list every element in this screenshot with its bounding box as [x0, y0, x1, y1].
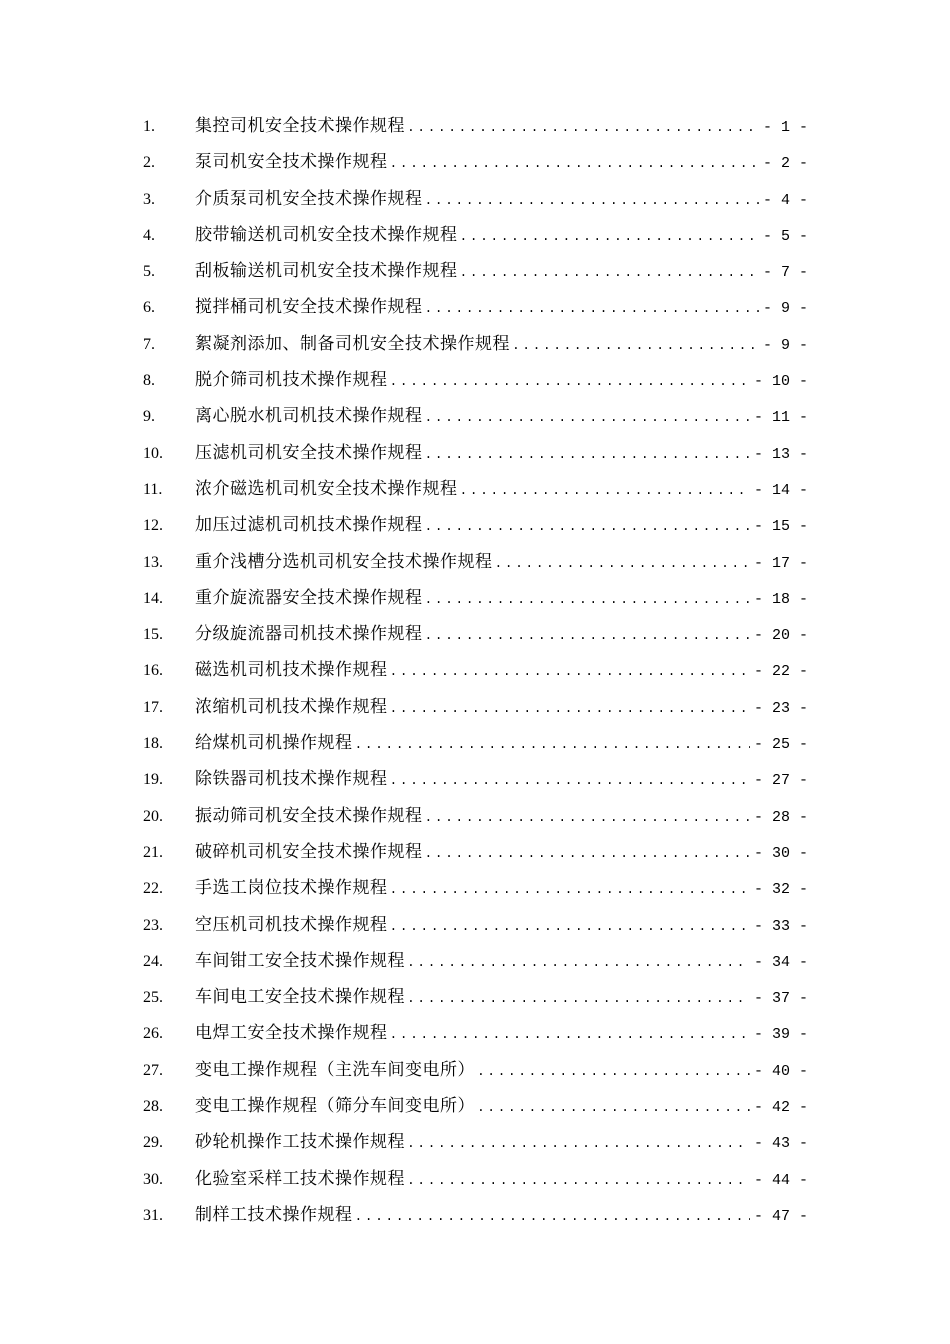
toc-entry-page: - 17 - — [753, 554, 808, 572]
toc-entry-title: 变电工操作规程（筛分车间变电所） — [195, 1096, 475, 1117]
toc-entry-page: - 11 - — [753, 409, 808, 427]
toc-dot-leader — [390, 364, 750, 400]
toc-entry-number: 30. — [143, 1170, 163, 1188]
toc-entry[interactable] — [143, 144, 808, 180]
toc-entry-page: - 18 - — [753, 590, 808, 608]
toc-dot-leader — [355, 1199, 750, 1235]
toc-entry[interactable] — [143, 943, 808, 979]
toc-entry-page: - 14 - — [753, 481, 808, 499]
toc-entry-page: - 37 - — [753, 990, 808, 1008]
toc-entry-page: - 44 - — [753, 1171, 808, 1189]
toc-entry-number: 12. — [143, 517, 163, 535]
toc-entry-page: - 9 - — [762, 300, 808, 318]
toc-entry-page: - 7 - — [762, 264, 808, 282]
toc-dot-leader — [425, 582, 750, 618]
toc-dot-leader — [390, 1017, 750, 1053]
toc-dot-leader — [390, 909, 750, 945]
toc-dot-leader — [425, 291, 759, 327]
toc-entry-title: 变电工操作规程（主洗车间变电所） — [195, 1059, 475, 1080]
toc-entry[interactable] — [143, 435, 808, 471]
toc-dot-leader — [477, 1090, 750, 1126]
toc-entry-title: 浓缩机司机技术操作规程 — [195, 696, 388, 717]
toc-entry-title: 制样工技术操作规程 — [195, 1204, 353, 1225]
toc-entry[interactable] — [143, 181, 808, 217]
toc-entry-page: - 39 - — [753, 1026, 808, 1044]
toc-entry[interactable] — [143, 1197, 808, 1233]
toc-entry-number: 6. — [143, 299, 155, 317]
toc-entry-page: - 30 - — [753, 844, 808, 862]
toc-entry-number: 11. — [143, 480, 163, 498]
toc-entry-title: 手选工岗位技术操作规程 — [195, 878, 388, 899]
toc-entry-number: 13. — [143, 553, 163, 571]
toc-entry-title: 砂轮机操作工技术操作规程 — [195, 1132, 405, 1153]
toc-entry-title: 泵司机安全技术操作规程 — [195, 152, 388, 173]
toc-entry-number: 17. — [143, 698, 163, 716]
toc-dot-leader — [425, 800, 750, 836]
toc-dot-leader — [425, 618, 750, 654]
toc-entry-title: 重介浅槽分选机司机安全技术操作规程 — [195, 551, 493, 572]
toc-entry-number: 16. — [143, 662, 163, 680]
toc-entry-title: 振动筛司机安全技术操作规程 — [195, 805, 423, 826]
toc-entry-page: - 10 - — [753, 373, 808, 391]
toc-entry-page: - 32 - — [753, 881, 808, 899]
toc-entry[interactable] — [143, 870, 808, 906]
toc-dot-leader — [407, 1163, 750, 1199]
toc-entry-number: 10. — [143, 444, 163, 462]
toc-entry[interactable] — [143, 834, 808, 870]
toc-entry-title: 介质泵司机安全技术操作规程 — [195, 188, 423, 209]
toc-entry-number: 25. — [143, 989, 163, 1007]
toc-entry-page: - 28 - — [753, 808, 808, 826]
toc-dot-leader — [407, 110, 759, 146]
toc-dot-leader — [425, 400, 750, 436]
toc-entry-page: - 47 - — [753, 1207, 808, 1225]
toc-dot-leader — [460, 219, 759, 255]
toc-dot-leader — [390, 872, 750, 908]
toc-entry-page: - 2 - — [762, 155, 808, 173]
toc-entry[interactable] — [143, 217, 808, 253]
toc-dot-leader — [407, 981, 750, 1017]
toc-entry-number: 23. — [143, 916, 163, 934]
toc-entry-title: 化验室采样工技术操作规程 — [195, 1168, 405, 1189]
toc-entry[interactable] — [143, 979, 808, 1015]
toc-entry[interactable] — [143, 725, 808, 761]
toc-dot-leader — [425, 836, 750, 872]
toc-entry-title: 脱介筛司机技术操作规程 — [195, 370, 388, 391]
toc-entry-number: 28. — [143, 1098, 163, 1116]
toc-dot-leader — [390, 691, 750, 727]
toc-entry-title: 磁选机司机技术操作规程 — [195, 660, 388, 681]
toc-entry-page: - 27 - — [753, 772, 808, 790]
toc-entry-page: - 4 - — [762, 191, 808, 209]
toc-entry[interactable] — [143, 798, 808, 834]
toc-entry[interactable] — [143, 1161, 808, 1197]
toc-entry-page: - 20 - — [753, 627, 808, 645]
toc-entry-page: - 25 - — [753, 736, 808, 754]
toc-entry-number: 15. — [143, 626, 163, 644]
toc-entry-number: 22. — [143, 880, 163, 898]
toc-entry-number: 18. — [143, 735, 163, 753]
toc-entry-title: 刮板输送机司机安全技术操作规程 — [195, 261, 458, 282]
toc-entry[interactable] — [143, 398, 808, 434]
toc-entry-title: 絮凝剂添加、制备司机安全技术操作规程 — [195, 333, 510, 354]
toc-entry-number: 21. — [143, 843, 163, 861]
toc-entry-page: - 1 - — [762, 119, 808, 136]
toc-entry-title: 搅拌桶司机安全技术操作规程 — [195, 297, 423, 318]
toc-entry[interactable] — [143, 1088, 808, 1124]
toc-entry-number: 9. — [143, 408, 155, 426]
toc-entry[interactable] — [143, 1124, 808, 1160]
toc-entry[interactable] — [143, 471, 808, 507]
toc-entry-number: 14. — [143, 589, 163, 607]
toc-entry[interactable] — [143, 544, 808, 580]
toc-entry-number: 27. — [143, 1061, 163, 1079]
toc-dot-leader — [407, 1126, 750, 1162]
toc-dot-leader — [460, 473, 750, 509]
toc-entry-page: - 34 - — [753, 953, 808, 971]
toc-entry-title: 电焊工安全技术操作规程 — [195, 1023, 388, 1044]
toc-entry[interactable] — [143, 1015, 808, 1051]
toc-entry[interactable] — [143, 362, 808, 398]
toc-dot-leader — [425, 509, 750, 545]
toc-entry-number: 29. — [143, 1134, 163, 1152]
toc-entry[interactable] — [143, 907, 808, 943]
toc-entry-page: - 33 - — [753, 917, 808, 935]
toc-dot-leader — [355, 727, 750, 763]
toc-entry-number: 1. — [143, 118, 155, 135]
toc-entry[interactable] — [143, 652, 808, 688]
toc-entry[interactable] — [143, 580, 808, 616]
toc-dot-leader — [407, 945, 750, 981]
toc-dot-leader — [390, 146, 759, 182]
toc-entry-title: 离心脱水机司机技术操作规程 — [195, 406, 423, 427]
toc-entry[interactable] — [143, 289, 808, 325]
toc-entry-title: 车间钳工安全技术操作规程 — [195, 950, 405, 971]
toc-entry-title: 空压机司机技术操作规程 — [195, 914, 388, 935]
table-of-contents — [143, 108, 808, 1233]
toc-entry-title: 重介旋流器安全技术操作规程 — [195, 587, 423, 608]
toc-dot-leader — [495, 546, 750, 582]
toc-dot-leader — [425, 437, 750, 473]
toc-dot-leader — [425, 183, 759, 219]
toc-entry-page: - 5 - — [762, 227, 808, 245]
toc-entry-title: 除铁器司机技术操作规程 — [195, 769, 388, 790]
toc-entry-page: - 22 - — [753, 663, 808, 681]
toc-entry-title: 车间电工安全技术操作规程 — [195, 987, 405, 1008]
toc-entry-page: - 13 - — [753, 445, 808, 463]
toc-entry-page: - 43 - — [753, 1135, 808, 1153]
toc-entry-title: 浓介磁选机司机安全技术操作规程 — [195, 478, 458, 499]
toc-entry[interactable] — [143, 761, 808, 797]
toc-entry-number: 4. — [143, 226, 155, 244]
toc-entry-title: 给煤机司机操作规程 — [195, 733, 353, 754]
toc-entry-title: 集控司机安全技术操作规程 — [195, 116, 405, 136]
toc-entry[interactable] — [143, 689, 808, 725]
toc-entry-title: 分级旋流器司机技术操作规程 — [195, 624, 423, 645]
toc-entry-number: 3. — [143, 190, 155, 208]
toc-entry-page: - 40 - — [753, 1062, 808, 1080]
toc-dot-leader — [390, 654, 750, 690]
toc-entry[interactable] — [143, 1052, 808, 1088]
toc-entry-number: 20. — [143, 807, 163, 825]
toc-entry[interactable] — [143, 253, 808, 289]
toc-entry-title: 压滤机司机安全技术操作规程 — [195, 442, 423, 463]
toc-entry[interactable] — [143, 616, 808, 652]
toc-entry-page: - 42 - — [753, 1099, 808, 1117]
toc-dot-leader — [477, 1054, 750, 1090]
toc-entry-title: 破碎机司机安全技术操作规程 — [195, 841, 423, 862]
toc-entry-number: 2. — [143, 154, 155, 172]
toc-entry[interactable] — [143, 326, 808, 362]
toc-entry-page: - 9 - — [762, 336, 808, 354]
toc-entry-title: 胶带输送机司机安全技术操作规程 — [195, 224, 458, 245]
toc-dot-leader — [390, 763, 750, 799]
toc-entry-number: 8. — [143, 372, 155, 390]
toc-entry[interactable] — [143, 108, 808, 144]
toc-dot-leader — [460, 255, 759, 291]
toc-entry-number: 19. — [143, 771, 163, 789]
toc-entry-page: - 15 - — [753, 518, 808, 536]
toc-dot-leader — [512, 328, 759, 364]
toc-entry-number: 5. — [143, 263, 155, 281]
toc-entry-title: 加压过滤机司机技术操作规程 — [195, 515, 423, 536]
toc-entry-number: 31. — [143, 1206, 163, 1224]
toc-entry-number: 24. — [143, 952, 163, 970]
toc-entry-number: 26. — [143, 1025, 163, 1043]
toc-entry-page: - 23 - — [753, 699, 808, 717]
toc-entry[interactable] — [143, 507, 808, 543]
toc-entry-number: 7. — [143, 335, 155, 353]
